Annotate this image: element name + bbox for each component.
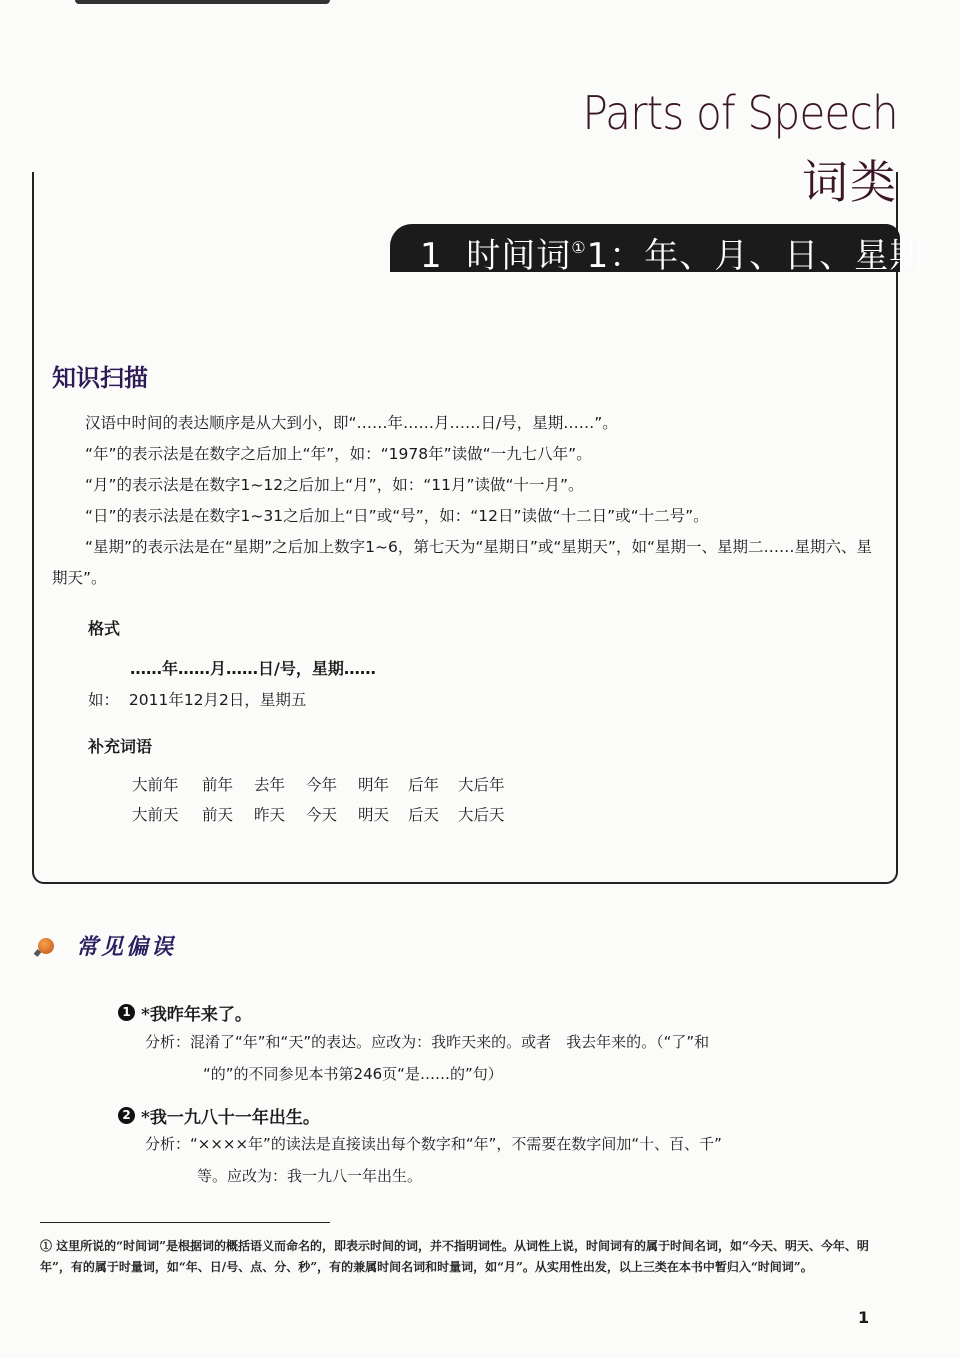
number-badge: 1 [118,1004,135,1021]
lightbulb-icon [38,938,54,954]
error-analysis [145,1026,880,1090]
number-badge: 2 [118,1107,135,1124]
vocab-word: 去年 [254,776,286,794]
vocab-word: 今天 [306,806,338,824]
analysis-line: 等。应改为：我一九八一年出生。 [197,1167,423,1185]
example-label: 如： [88,691,120,709]
scan-edge-bar [75,0,330,4]
vocab-word: 前天 [202,806,234,824]
footnote-divider [40,1222,330,1223]
vocab-word: 昨天 [254,806,286,824]
lesson-title-suffix: 1：年、月、日、星期 [586,236,925,276]
analysis-line: 分析：“××××年”的读法是直接读出每个数字和“年”，不需要在数字间加“十、百、千” [145,1135,722,1153]
vocab-word: 明年 [358,776,390,794]
vocab-word: 后天 [408,806,440,824]
vocab-word: 前年 [202,776,234,794]
example-value: 2011年12月2日，星期五 [128,691,307,709]
footnote: ① 这里所说的“时间词”是根据词的概括语义而命名的，即表示时间的词，并不指明词性。从词性上说，时间词有的属于时间名词，如“今天、明天、今年、明年”，有的属于时量词，如“年、日/号、点、分、秒”，有的兼属时间名词和时量词，如“月”。从实用性出发，以上三类在本书中暂归入“时间词”。 [40,1239,869,1274]
format-heading: 格式 [88,619,121,638]
vocab-row-days [132,803,505,825]
vocab-word: 后年 [408,776,440,794]
common-errors-header [38,930,176,961]
error-sentence-text: *我昨年来了。 [141,1005,252,1025]
vocab-word: 大后年 [458,776,505,794]
paragraph: “星期”的表示法是在“星期”之后加上数字1~6，第七天为“星期日”或“星期天”，如“星期一、星期二……星期六、星期天”。 [52,538,872,587]
error-sentence [118,1000,252,1025]
vocab-word: 大前年 [132,776,179,794]
chapter-title-english: Parts of Speech [582,86,898,140]
error-sentence-text: *我一九八十一年出生。 [141,1108,320,1128]
vocab-heading: 补充词语 [88,737,153,756]
paragraph: “年”的表示法是在数字之后加上“年”，如：“1978年”读做“一九七八年”。 [85,445,592,463]
chapter-title-chinese: 词类 [802,155,898,209]
format-example [88,688,306,710]
page-number: 1 [858,1308,870,1327]
vocab-word: 大前天 [132,806,179,824]
common-errors-heading: 常见偏误 [76,935,177,960]
knowledge-scan-heading: 知识扫描 [52,364,148,392]
lesson-number: 1 [420,236,443,276]
analysis-line: 分析：混淆了“年”和“天”的表达。应改为：我昨天来的。或者 我去年来的。（“了”和 [145,1033,710,1051]
paragraph: “日”的表示法是在数字1~31之后加上“日”或“号”，如：“12日”读做“十二日”或“十二号”。 [85,507,709,525]
analysis-line: “的”的不同参见本书第246页“是……的”句） [203,1065,503,1083]
lesson-title-prefix: 时间词 [466,236,572,276]
format-pattern: ……年……月……日/号，星期…… [130,659,376,678]
error-sentence [118,1103,320,1128]
paragraph: 汉语中时间的表达顺序是从大到小，即“……年……月……日/号，星期……”。 [85,414,618,432]
vocab-row-years [132,773,505,795]
vocab-word: 大后天 [458,806,505,824]
lesson-title-bar [390,224,925,276]
vocab-word: 今年 [306,776,338,794]
error-analysis [145,1128,880,1192]
footnote-marker[interactable]: ① [571,238,587,257]
vocab-word: 明天 [358,806,390,824]
paragraph: “月”的表示法是在数字1~12之后加上“月”，如：“11月”读做“十一月”。 [85,476,584,494]
knowledge-paragraphs [52,408,887,594]
